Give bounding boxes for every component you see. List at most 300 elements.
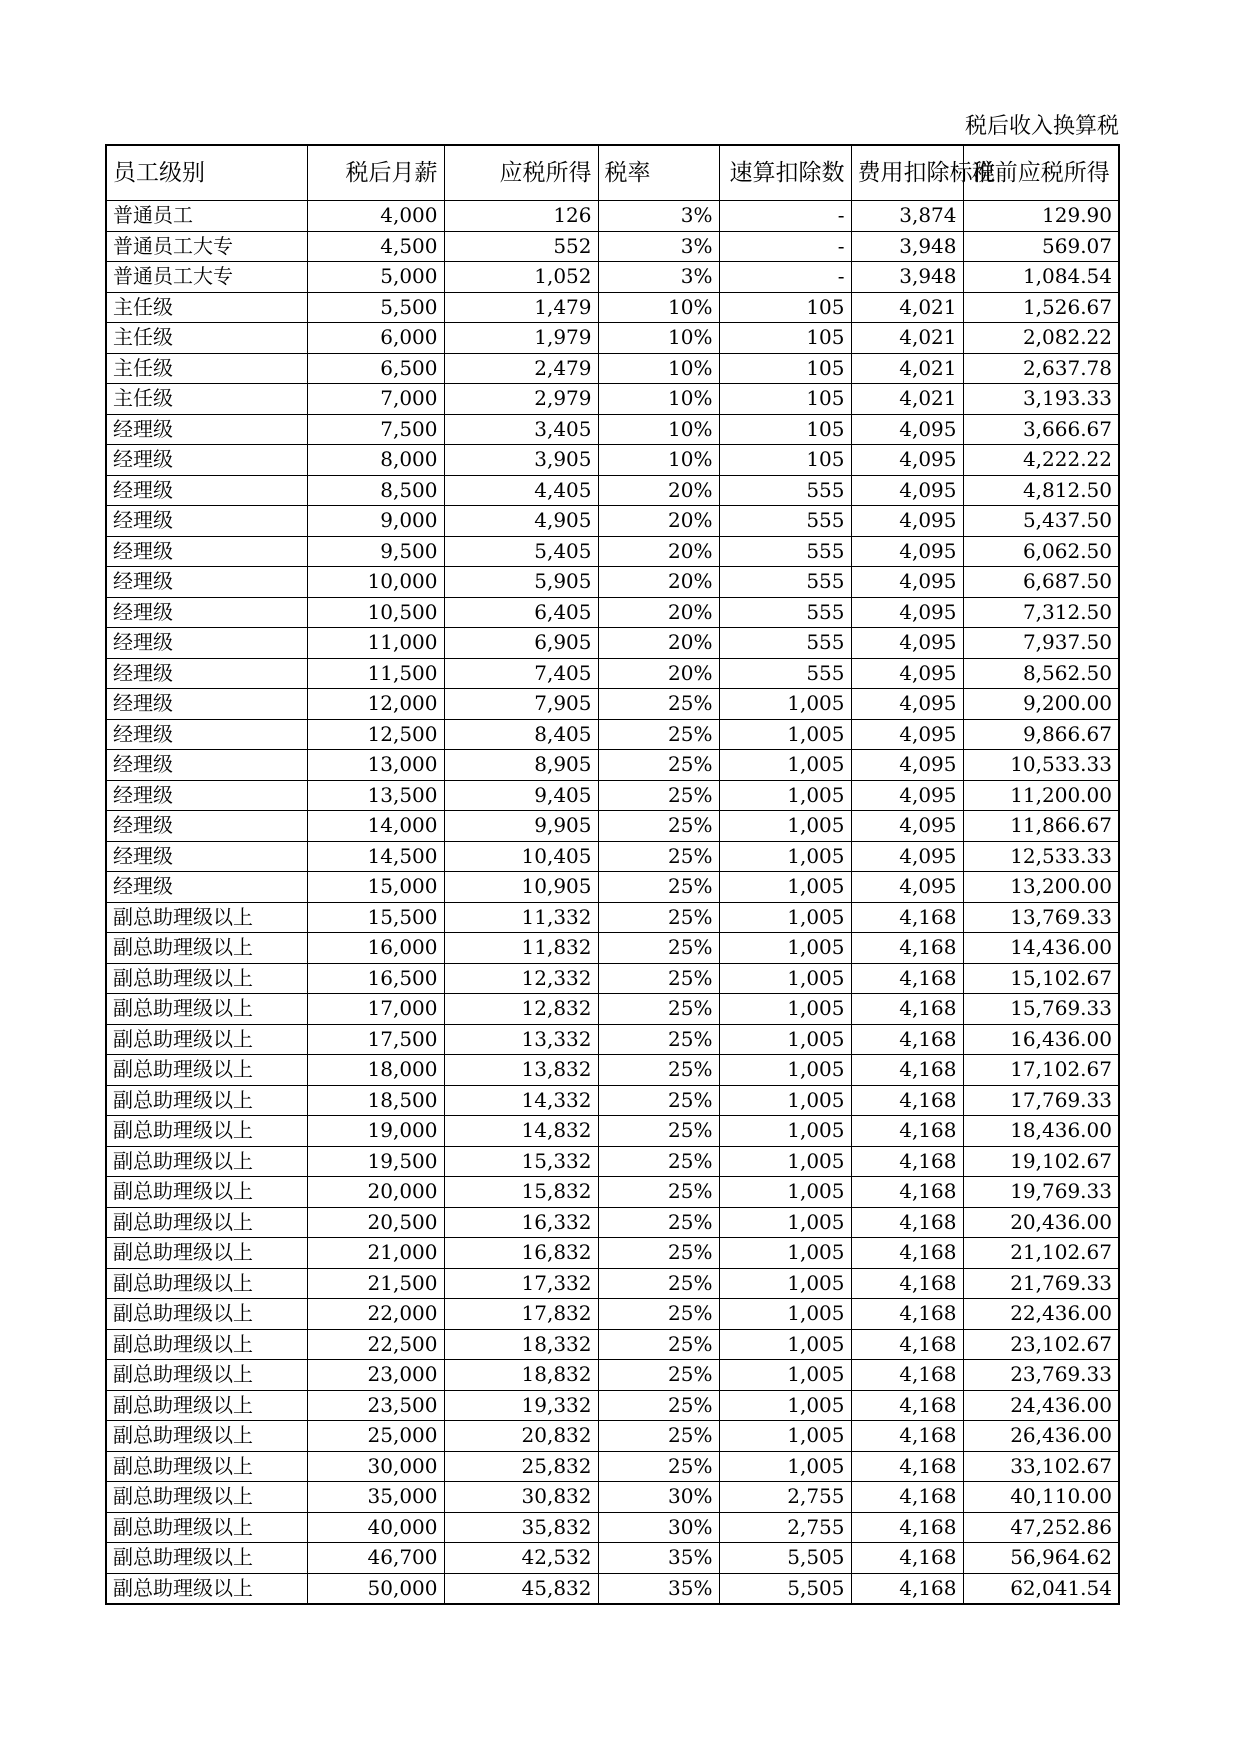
cell-quick-deduction: 105	[719, 445, 851, 476]
cell-pretax-taxable: 21,102.67	[963, 1238, 1119, 1269]
cell-expense-standard: 4,168	[851, 1512, 963, 1543]
cell-rate: 25%	[598, 1421, 719, 1452]
cell-expense-standard: 4,095	[851, 567, 963, 598]
cell-taxable: 15,332	[444, 1146, 598, 1177]
cell-quick-deduction: 1,005	[719, 689, 851, 720]
cell-quick-deduction: 1,005	[719, 1451, 851, 1482]
cell-net-salary: 10,000	[307, 567, 444, 598]
cell-taxable: 10,405	[444, 841, 598, 872]
cell-expense-standard: 4,168	[851, 1390, 963, 1421]
cell-net-salary: 11,000	[307, 628, 444, 659]
cell-taxable: 2,479	[444, 353, 598, 384]
cell-quick-deduction: 1,005	[719, 1390, 851, 1421]
cell-taxable: 6,405	[444, 597, 598, 628]
cell-rate: 10%	[598, 384, 719, 415]
cell-rate: 25%	[598, 750, 719, 781]
header-level: 员工级别	[106, 145, 307, 201]
cell-rate: 25%	[598, 902, 719, 933]
cell-quick-deduction: 555	[719, 475, 851, 506]
cell-rate: 20%	[598, 475, 719, 506]
cell-taxable: 9,905	[444, 811, 598, 842]
cell-rate: 25%	[598, 1268, 719, 1299]
cell-level: 副总助理级以上	[106, 1360, 307, 1391]
cell-quick-deduction: -	[719, 231, 851, 262]
cell-net-salary: 46,700	[307, 1543, 444, 1574]
cell-expense-standard: 4,168	[851, 1146, 963, 1177]
cell-rate: 25%	[598, 1024, 719, 1055]
cell-taxable: 25,832	[444, 1451, 598, 1482]
cell-rate: 30%	[598, 1482, 719, 1513]
cell-expense-standard: 4,095	[851, 658, 963, 689]
cell-quick-deduction: 1,005	[719, 780, 851, 811]
cell-pretax-taxable: 11,866.67	[963, 811, 1119, 842]
cell-net-salary: 17,000	[307, 994, 444, 1025]
cell-quick-deduction: 1,005	[719, 1146, 851, 1177]
cell-level: 副总助理级以上	[106, 1177, 307, 1208]
cell-expense-standard: 3,948	[851, 231, 963, 262]
cell-level: 副总助理级以上	[106, 902, 307, 933]
table-row	[106, 292, 1119, 323]
cell-level: 副总助理级以上	[106, 1451, 307, 1482]
cell-taxable: 17,332	[444, 1268, 598, 1299]
cell-level: 副总助理级以上	[106, 1146, 307, 1177]
table-row	[106, 353, 1119, 384]
cell-pretax-taxable: 12,533.33	[963, 841, 1119, 872]
cell-expense-standard: 4,095	[851, 719, 963, 750]
cell-rate: 20%	[598, 567, 719, 598]
cell-level: 副总助理级以上	[106, 1512, 307, 1543]
cell-level: 经理级	[106, 567, 307, 598]
cell-expense-standard: 4,168	[851, 1451, 963, 1482]
table-row	[106, 414, 1119, 445]
cell-pretax-taxable: 13,769.33	[963, 902, 1119, 933]
cell-net-salary: 4,000	[307, 201, 444, 232]
cell-quick-deduction: 1,005	[719, 872, 851, 903]
cell-taxable: 17,832	[444, 1299, 598, 1330]
cell-quick-deduction: 555	[719, 506, 851, 537]
cell-pretax-taxable: 19,102.67	[963, 1146, 1119, 1177]
cell-level: 副总助理级以上	[106, 933, 307, 964]
cell-taxable: 11,832	[444, 933, 598, 964]
cell-level: 经理级	[106, 750, 307, 781]
cell-expense-standard: 4,168	[851, 933, 963, 964]
cell-rate: 25%	[598, 1390, 719, 1421]
cell-level: 副总助理级以上	[106, 1238, 307, 1269]
cell-level: 普通员工大专	[106, 231, 307, 262]
cell-level: 副总助理级以上	[106, 1573, 307, 1604]
cell-expense-standard: 4,095	[851, 841, 963, 872]
cell-pretax-taxable: 10,533.33	[963, 750, 1119, 781]
cell-pretax-taxable: 569.07	[963, 231, 1119, 262]
cell-rate: 25%	[598, 1177, 719, 1208]
cell-quick-deduction: 1,005	[719, 963, 851, 994]
cell-quick-deduction: 1,005	[719, 1421, 851, 1452]
cell-quick-deduction: 1,005	[719, 933, 851, 964]
cell-quick-deduction: 1,005	[719, 1299, 851, 1330]
cell-taxable: 42,532	[444, 1543, 598, 1574]
cell-level: 主任级	[106, 353, 307, 384]
cell-net-salary: 7,000	[307, 384, 444, 415]
cell-taxable: 12,832	[444, 994, 598, 1025]
cell-expense-standard: 4,168	[851, 1543, 963, 1574]
cell-level: 经理级	[106, 811, 307, 842]
cell-level: 副总助理级以上	[106, 1207, 307, 1238]
cell-expense-standard: 4,095	[851, 872, 963, 903]
cell-expense-standard: 4,095	[851, 475, 963, 506]
cell-net-salary: 23,000	[307, 1360, 444, 1391]
cell-pretax-taxable: 9,866.67	[963, 719, 1119, 750]
cell-expense-standard: 4,095	[851, 628, 963, 659]
cell-pretax-taxable: 4,812.50	[963, 475, 1119, 506]
cell-rate: 25%	[598, 1360, 719, 1391]
cell-level: 经理级	[106, 872, 307, 903]
header-pretax-taxable: 税前应税所得	[963, 145, 1119, 201]
cell-net-salary: 15,000	[307, 872, 444, 903]
table-row	[106, 841, 1119, 872]
cell-quick-deduction: 105	[719, 414, 851, 445]
cell-taxable: 16,832	[444, 1238, 598, 1269]
cell-net-salary: 9,000	[307, 506, 444, 537]
cell-expense-standard: 4,168	[851, 1085, 963, 1116]
cell-expense-standard: 4,168	[851, 1421, 963, 1452]
cell-taxable: 3,405	[444, 414, 598, 445]
table-row	[106, 1085, 1119, 1116]
cell-quick-deduction: 1,005	[719, 1207, 851, 1238]
table-row	[106, 628, 1119, 659]
cell-pretax-taxable: 2,637.78	[963, 353, 1119, 384]
table-row	[106, 811, 1119, 842]
cell-level: 副总助理级以上	[106, 963, 307, 994]
cell-net-salary: 20,500	[307, 1207, 444, 1238]
cell-level: 经理级	[106, 506, 307, 537]
table-row	[106, 963, 1119, 994]
table-row	[106, 475, 1119, 506]
cell-expense-standard: 4,168	[851, 994, 963, 1025]
table-row	[106, 1299, 1119, 1330]
cell-net-salary: 13,000	[307, 750, 444, 781]
cell-level: 经理级	[106, 628, 307, 659]
cell-net-salary: 18,500	[307, 1085, 444, 1116]
cell-level: 经理级	[106, 536, 307, 567]
cell-expense-standard: 4,021	[851, 384, 963, 415]
cell-rate: 35%	[598, 1573, 719, 1604]
tax-conversion-table	[105, 144, 1120, 1605]
cell-level: 副总助理级以上	[106, 1482, 307, 1513]
cell-level: 经理级	[106, 475, 307, 506]
cell-pretax-taxable: 26,436.00	[963, 1421, 1119, 1452]
table-row	[106, 323, 1119, 354]
cell-pretax-taxable: 3,193.33	[963, 384, 1119, 415]
cell-net-salary: 4,500	[307, 231, 444, 262]
cell-expense-standard: 4,095	[851, 811, 963, 842]
cell-expense-standard: 4,168	[851, 1329, 963, 1360]
cell-net-salary: 22,500	[307, 1329, 444, 1360]
cell-quick-deduction: 1,005	[719, 841, 851, 872]
cell-rate: 3%	[598, 262, 719, 293]
cell-quick-deduction: 555	[719, 658, 851, 689]
cell-level: 主任级	[106, 292, 307, 323]
cell-rate: 10%	[598, 414, 719, 445]
cell-net-salary: 17,500	[307, 1024, 444, 1055]
cell-level: 经理级	[106, 841, 307, 872]
cell-expense-standard: 4,095	[851, 536, 963, 567]
cell-quick-deduction: 1,005	[719, 1329, 851, 1360]
cell-quick-deduction: 1,005	[719, 719, 851, 750]
cell-net-salary: 10,500	[307, 597, 444, 628]
cell-net-salary: 8,000	[307, 445, 444, 476]
cell-expense-standard: 4,168	[851, 963, 963, 994]
cell-rate: 20%	[598, 597, 719, 628]
cell-expense-standard: 4,095	[851, 780, 963, 811]
cell-expense-standard: 4,168	[851, 1299, 963, 1330]
cell-pretax-taxable: 9,200.00	[963, 689, 1119, 720]
cell-taxable: 11,332	[444, 902, 598, 933]
cell-expense-standard: 4,095	[851, 597, 963, 628]
cell-pretax-taxable: 7,937.50	[963, 628, 1119, 659]
cell-level: 副总助理级以上	[106, 1421, 307, 1452]
cell-taxable: 1,052	[444, 262, 598, 293]
cell-quick-deduction: 1,005	[719, 811, 851, 842]
cell-rate: 25%	[598, 1299, 719, 1330]
cell-taxable: 7,905	[444, 689, 598, 720]
cell-taxable: 4,905	[444, 506, 598, 537]
cell-net-salary: 5,000	[307, 262, 444, 293]
cell-rate: 25%	[598, 719, 719, 750]
cell-quick-deduction: 5,505	[719, 1573, 851, 1604]
table-row	[106, 1177, 1119, 1208]
cell-net-salary: 20,000	[307, 1177, 444, 1208]
cell-level: 经理级	[106, 658, 307, 689]
cell-quick-deduction: 1,005	[719, 1055, 851, 1086]
cell-level: 经理级	[106, 780, 307, 811]
cell-quick-deduction: 105	[719, 323, 851, 354]
cell-level: 副总助理级以上	[106, 1024, 307, 1055]
cell-level: 主任级	[106, 384, 307, 415]
cell-expense-standard: 4,168	[851, 1573, 963, 1604]
cell-net-salary: 35,000	[307, 1482, 444, 1513]
cell-rate: 25%	[598, 1238, 719, 1269]
header-net-salary: 税后月薪	[307, 145, 444, 201]
cell-pretax-taxable: 11,200.00	[963, 780, 1119, 811]
cell-expense-standard: 4,168	[851, 1177, 963, 1208]
table-row	[106, 506, 1119, 537]
cell-pretax-taxable: 16,436.00	[963, 1024, 1119, 1055]
table-row	[106, 262, 1119, 293]
cell-rate: 25%	[598, 1085, 719, 1116]
table-row	[106, 1360, 1119, 1391]
cell-net-salary: 21,500	[307, 1268, 444, 1299]
cell-rate: 20%	[598, 536, 719, 567]
cell-net-salary: 23,500	[307, 1390, 444, 1421]
cell-taxable: 16,332	[444, 1207, 598, 1238]
cell-net-salary: 14,500	[307, 841, 444, 872]
cell-rate: 3%	[598, 231, 719, 262]
cell-pretax-taxable: 2,082.22	[963, 323, 1119, 354]
header-quick-deduction: 速算扣除数	[719, 145, 851, 201]
cell-level: 副总助理级以上	[106, 1390, 307, 1421]
table-row	[106, 750, 1119, 781]
cell-pretax-taxable: 56,964.62	[963, 1543, 1119, 1574]
cell-quick-deduction: 5,505	[719, 1543, 851, 1574]
cell-pretax-taxable: 13,200.00	[963, 872, 1119, 903]
cell-level: 副总助理级以上	[106, 1268, 307, 1299]
cell-rate: 25%	[598, 841, 719, 872]
table-row	[106, 658, 1119, 689]
cell-net-salary: 12,500	[307, 719, 444, 750]
cell-quick-deduction: 555	[719, 597, 851, 628]
cell-pretax-taxable: 14,436.00	[963, 933, 1119, 964]
cell-net-salary: 30,000	[307, 1451, 444, 1482]
cell-taxable: 7,405	[444, 658, 598, 689]
cell-rate: 25%	[598, 872, 719, 903]
table-row	[106, 1238, 1119, 1269]
cell-taxable: 13,832	[444, 1055, 598, 1086]
header-expense-standard: 费用扣除标准	[851, 145, 963, 201]
cell-net-salary: 16,000	[307, 933, 444, 964]
cell-pretax-taxable: 22,436.00	[963, 1299, 1119, 1330]
cell-pretax-taxable: 23,102.67	[963, 1329, 1119, 1360]
cell-quick-deduction: 2,755	[719, 1482, 851, 1513]
table-row	[106, 1482, 1119, 1513]
table-row	[106, 445, 1119, 476]
cell-level: 副总助理级以上	[106, 1116, 307, 1147]
cell-level: 主任级	[106, 323, 307, 354]
cell-quick-deduction: 1,005	[719, 1360, 851, 1391]
cell-taxable: 5,905	[444, 567, 598, 598]
cell-net-salary: 40,000	[307, 1512, 444, 1543]
cell-quick-deduction: 1,005	[719, 1177, 851, 1208]
cell-rate: 35%	[598, 1543, 719, 1574]
cell-net-salary: 5,500	[307, 292, 444, 323]
cell-taxable: 20,832	[444, 1421, 598, 1452]
table-row	[106, 536, 1119, 567]
cell-net-salary: 14,000	[307, 811, 444, 842]
cell-rate: 25%	[598, 780, 719, 811]
cell-pretax-taxable: 15,769.33	[963, 994, 1119, 1025]
cell-net-salary: 9,500	[307, 536, 444, 567]
table-row	[106, 719, 1119, 750]
cell-taxable: 18,332	[444, 1329, 598, 1360]
cell-pretax-taxable: 17,102.67	[963, 1055, 1119, 1086]
cell-net-salary: 21,000	[307, 1238, 444, 1269]
cell-expense-standard: 4,021	[851, 353, 963, 384]
table-row	[106, 1543, 1119, 1574]
cell-level: 经理级	[106, 719, 307, 750]
table-row	[106, 1146, 1119, 1177]
table-row	[106, 384, 1119, 415]
table-row	[106, 231, 1119, 262]
cell-expense-standard: 4,095	[851, 689, 963, 720]
cell-level: 经理级	[106, 414, 307, 445]
cell-taxable: 3,905	[444, 445, 598, 476]
table-row	[106, 689, 1119, 720]
cell-expense-standard: 3,948	[851, 262, 963, 293]
cell-expense-standard: 4,168	[851, 1360, 963, 1391]
cell-rate: 25%	[598, 933, 719, 964]
cell-net-salary: 50,000	[307, 1573, 444, 1604]
cell-level: 副总助理级以上	[106, 1329, 307, 1360]
cell-pretax-taxable: 17,769.33	[963, 1085, 1119, 1116]
table-row	[106, 201, 1119, 232]
cell-expense-standard: 4,095	[851, 414, 963, 445]
cell-net-salary: 13,500	[307, 780, 444, 811]
cell-pretax-taxable: 3,666.67	[963, 414, 1119, 445]
table-row	[106, 1207, 1119, 1238]
cell-net-salary: 15,500	[307, 902, 444, 933]
cell-taxable: 1,479	[444, 292, 598, 323]
cell-taxable: 5,405	[444, 536, 598, 567]
cell-taxable: 14,332	[444, 1085, 598, 1116]
cell-quick-deduction: -	[719, 201, 851, 232]
cell-net-salary: 18,000	[307, 1055, 444, 1086]
cell-pretax-taxable: 40,110.00	[963, 1482, 1119, 1513]
cell-rate: 3%	[598, 201, 719, 232]
cell-quick-deduction: 1,005	[719, 902, 851, 933]
cell-quick-deduction: 105	[719, 353, 851, 384]
cell-taxable: 8,405	[444, 719, 598, 750]
cell-level: 副总助理级以上	[106, 1085, 307, 1116]
cell-expense-standard: 3,874	[851, 201, 963, 232]
table-row	[106, 1451, 1119, 1482]
table-row	[106, 1055, 1119, 1086]
cell-expense-standard: 4,168	[851, 1207, 963, 1238]
cell-quick-deduction: 555	[719, 628, 851, 659]
cell-level: 普通员工	[106, 201, 307, 232]
cell-expense-standard: 4,168	[851, 1238, 963, 1269]
cell-pretax-taxable: 20,436.00	[963, 1207, 1119, 1238]
header-row	[106, 145, 1119, 201]
cell-expense-standard: 4,168	[851, 1482, 963, 1513]
table-row	[106, 994, 1119, 1025]
cell-pretax-taxable: 6,687.50	[963, 567, 1119, 598]
cell-pretax-taxable: 1,526.67	[963, 292, 1119, 323]
cell-expense-standard: 4,095	[851, 445, 963, 476]
cell-taxable: 1,979	[444, 323, 598, 354]
cell-pretax-taxable: 23,769.33	[963, 1360, 1119, 1391]
cell-expense-standard: 4,021	[851, 292, 963, 323]
cell-expense-standard: 4,168	[851, 1055, 963, 1086]
cell-expense-standard: 4,095	[851, 506, 963, 537]
cell-rate: 25%	[598, 1451, 719, 1482]
cell-quick-deduction: 1,005	[719, 1024, 851, 1055]
cell-pretax-taxable: 21,769.33	[963, 1268, 1119, 1299]
cell-quick-deduction: 105	[719, 292, 851, 323]
table-row	[106, 1573, 1119, 1604]
cell-pretax-taxable: 47,252.86	[963, 1512, 1119, 1543]
table-row	[106, 872, 1119, 903]
cell-pretax-taxable: 24,436.00	[963, 1390, 1119, 1421]
cell-net-salary: 8,500	[307, 475, 444, 506]
cell-rate: 25%	[598, 1207, 719, 1238]
cell-level: 普通员工大专	[106, 262, 307, 293]
cell-net-salary: 16,500	[307, 963, 444, 994]
cell-pretax-taxable: 19,769.33	[963, 1177, 1119, 1208]
cell-pretax-taxable: 4,222.22	[963, 445, 1119, 476]
table-row	[106, 933, 1119, 964]
cell-taxable: 35,832	[444, 1512, 598, 1543]
table-row	[106, 567, 1119, 598]
cell-rate: 25%	[598, 1116, 719, 1147]
cell-level: 经理级	[106, 445, 307, 476]
cell-quick-deduction: 1,005	[719, 1268, 851, 1299]
cell-net-salary: 22,000	[307, 1299, 444, 1330]
cell-taxable: 2,979	[444, 384, 598, 415]
cell-net-salary: 11,500	[307, 658, 444, 689]
cell-rate: 10%	[598, 445, 719, 476]
cell-taxable: 4,405	[444, 475, 598, 506]
cell-expense-standard: 4,168	[851, 902, 963, 933]
cell-level: 副总助理级以上	[106, 1055, 307, 1086]
